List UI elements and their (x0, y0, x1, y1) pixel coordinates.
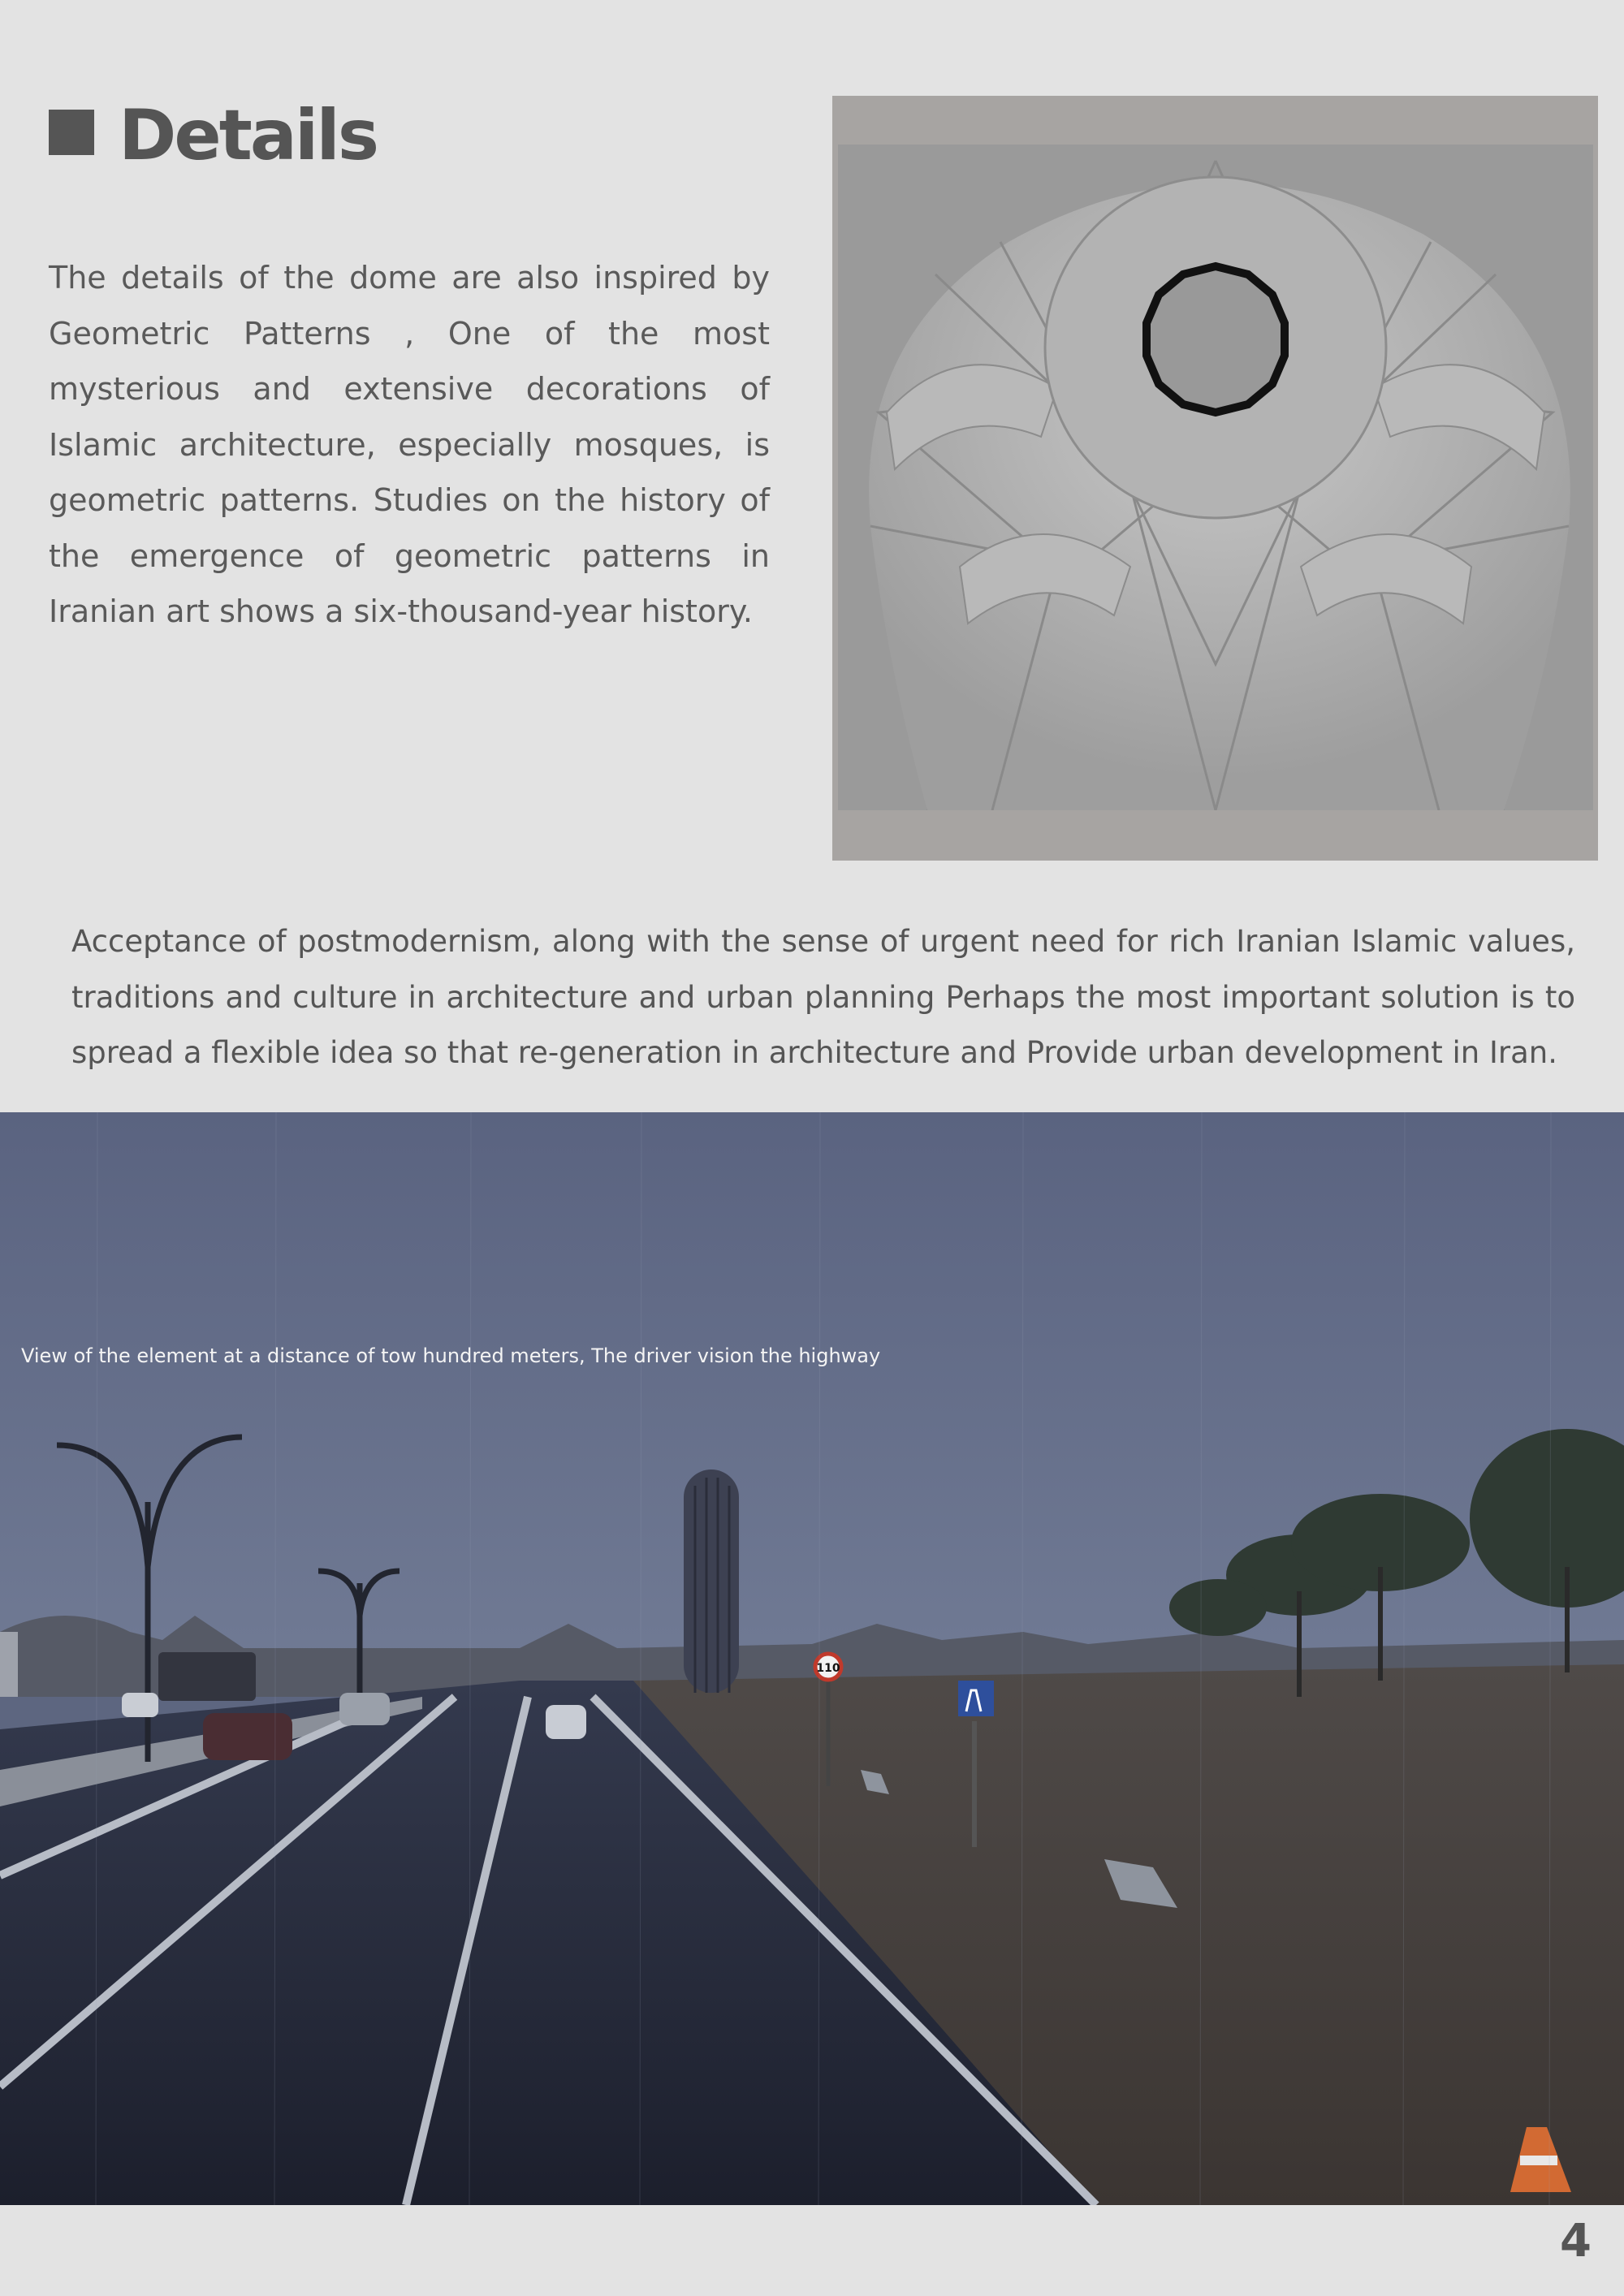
quote-paragraph: Acceptance of postmodernism, along with the sense of urgent need for rich Iranian Islamic values, traditions and culture in architecture and urban planning Perhaps the most important solution is to spread a flexible idea so that re-generation in architecture and Provide urban development in Iran. (71, 924, 1575, 1070)
dome-detail-image (832, 96, 1598, 861)
dome-geometric-pattern-illustration (838, 145, 1593, 810)
title-square-icon (49, 110, 94, 155)
highway-render-image (0, 1112, 1624, 2205)
speed-limit-sign: 110 (816, 1662, 840, 1675)
render-caption: View of the element at a distance of tow hundred meters, The driver vision the highway (21, 1344, 881, 1367)
page-number: 4 (1560, 2215, 1592, 2268)
dome-render (838, 145, 1593, 810)
intro-paragraph: The details of the dome are also inspired by Geometric Patterns , One of the most mysterious and extensive decorations of Islamic architecture, especially mosques, is geometric patterns. Studies on the history of the emergence of geometric patterns in Iranian art shows a six-thousand-year history. (49, 260, 770, 629)
page-title: Details (119, 95, 378, 176)
highway-scene-illustration (0, 1112, 1624, 2205)
